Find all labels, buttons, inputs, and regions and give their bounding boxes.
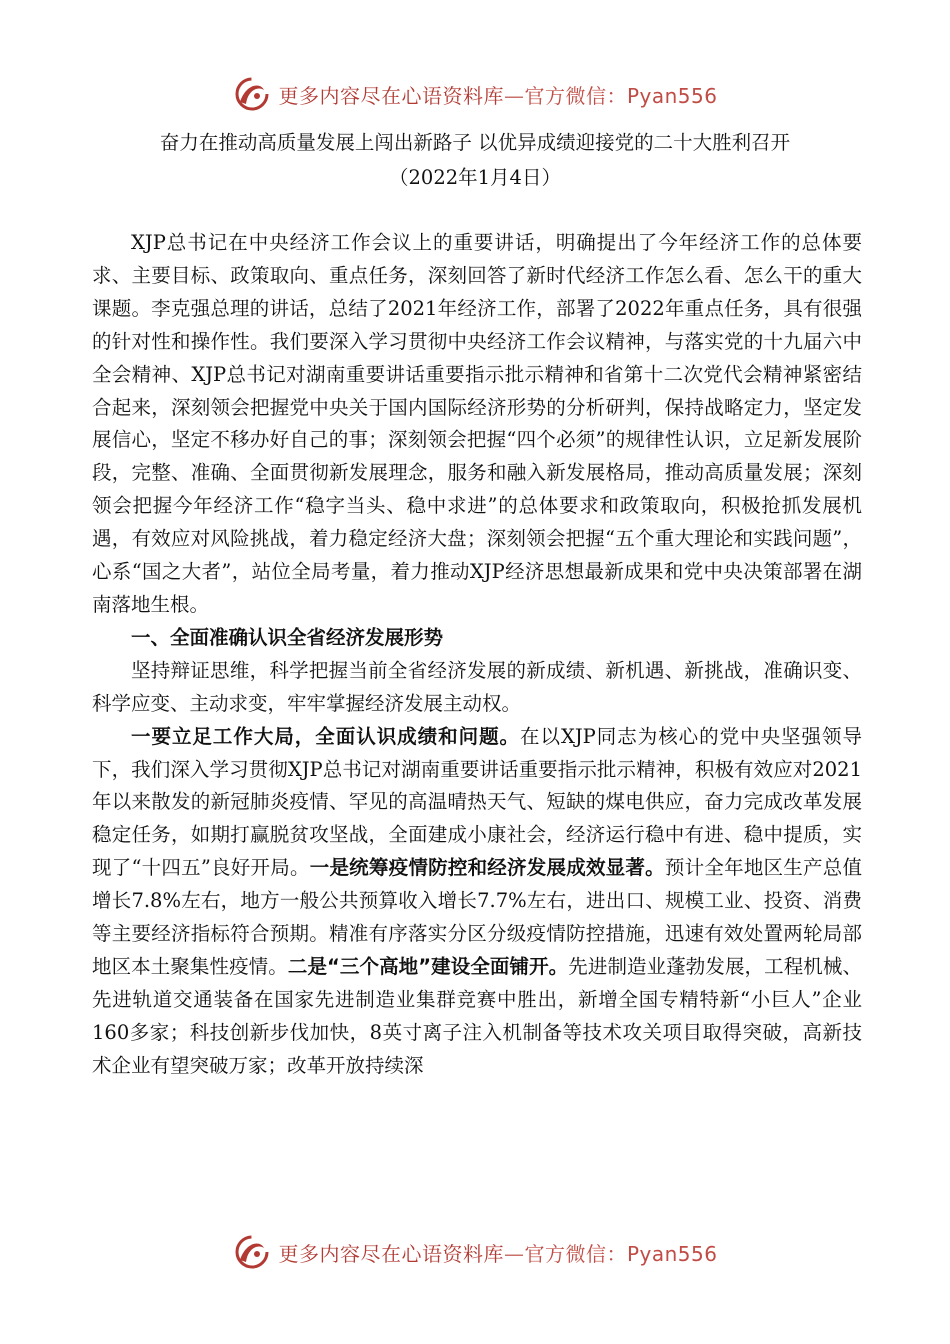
footer-banner xyxy=(0,1232,950,1272)
banner-main-text: 更多内容尽在心语资料库 xyxy=(278,83,504,108)
document-title: 奋力在推动高质量发展上闯出新路子 以优异成绩迎接党的二十大胜利召开 xyxy=(159,131,791,154)
banner-text xyxy=(278,80,717,109)
lead-sentence-1: 一要立足工作大局，全面认识成绩和问题。 xyxy=(131,724,521,748)
banner-wechat-text: 官方微信：Pyan556 xyxy=(524,83,718,108)
paragraph-dialectic: 坚持辩证思维，科学把握当前全省经济发展的新成绩、新机遇、新挑战，准确识变、科学应变、主动求变，牢牢掌握经济发展主动权。 xyxy=(92,658,862,715)
lead-sentence-2: 一是统筹疫情防控和经济发展成效显著。 xyxy=(309,856,665,880)
paragraph-achievements xyxy=(92,721,862,1083)
red-swirl-logo-icon xyxy=(232,1232,272,1272)
section-heading-1: 一、全面准确认识全省经济发展形势 xyxy=(131,625,444,649)
document-date: （2022年1月4日） xyxy=(389,166,561,189)
red-swirl-logo-icon xyxy=(232,74,272,114)
paragraph-epidemic-text: 预计全年地区生产总值增长7.8%左右，地方一般公共预算收入增长7.7%左右，进出口、规模工业、投资、消费等主要经济指标符合预期。精准有序落实分区分级疫情防控措施，迅速有效处置两轮局部地区本土聚集性疫情。 xyxy=(92,856,862,978)
banner-separator: — xyxy=(503,1241,525,1266)
banner-separator: — xyxy=(503,83,525,108)
paragraph-intro: XJP总书记在中央经济工作会议上的重要讲话，明确提出了今年经济工作的总体要求、主要目标、政策取向、重点任务，深刻回答了新时代经济工作怎么看、怎么干的重大课题。李克强总理的讲话，总结了2021年经济工作，部署了2022年重点任务，具有很强的针对性和操作性。我们要深入学习贯彻中央经济工作会议精神，与落实党的十九届六中全会精神、XJP总书记对湖南重要讲话重要指示批示精神和省第十二次党代会精神紧密结合起来，深刻领会把握党中央关于国内国际经济形势的分析研判，保持战略定力，坚定发展信心，坚定不移办好自己的事；深刻领会把握“四个必须”的规律性认识，立足新发展阶段，完整、准确、全面贯彻新发展理念，服务和融入新发展格局，推动高质量发展；深刻领会把握今年经济工作“稳字当头、稳中求进”的总体要求和政策取向，积极抢抓发展机遇，有效应对风险挑战，着力稳定经济大盘；深刻领会把握“五个重大理论和实践问题”，心系“国之大者”，站位全局考量，着力推动XJP经济思想最新成果和党中央决策部署在湖南落地生根。 xyxy=(92,231,862,616)
header-banner xyxy=(0,74,950,114)
paragraph-achievements-text: 在以XJP同志为核心的党中央坚强领导下，我们深入学习贯彻XJP总书记对湖南重要讲话重要指示批示精神，积极有效应对2021年以来散发的新冠肺炎疫情、罕见的高温晴热天气、短缺的煤电供应，奋力完成改革发展稳定任务，如期打赢脱贫攻坚战，全面建成小康社会，经济运行稳中有进、稳中提质，实现了“十四五”良好开局。 xyxy=(92,724,862,880)
paragraph-highlands-text: 先进制造业蓬勃发展，工程机械、先进轨道交通装备在国家先进制造业集群竞赛中胜出，新增全国专精特新“小巨人”企业160多家；科技创新步伐加快，8英寸离子注入机制备等技术攻关项目取得突破，高新技术企业有望突破万家；改革开放持续深 xyxy=(92,954,862,1077)
banner-text xyxy=(278,1238,717,1267)
lead-sentence-3: 二是“三个高地”建设全面铺开。 xyxy=(287,954,569,978)
banner-main-text: 更多内容尽在心语资料库 xyxy=(278,1241,504,1266)
banner-wechat-text: 官方微信：Pyan556 xyxy=(524,1241,718,1266)
document-body xyxy=(92,227,862,1083)
